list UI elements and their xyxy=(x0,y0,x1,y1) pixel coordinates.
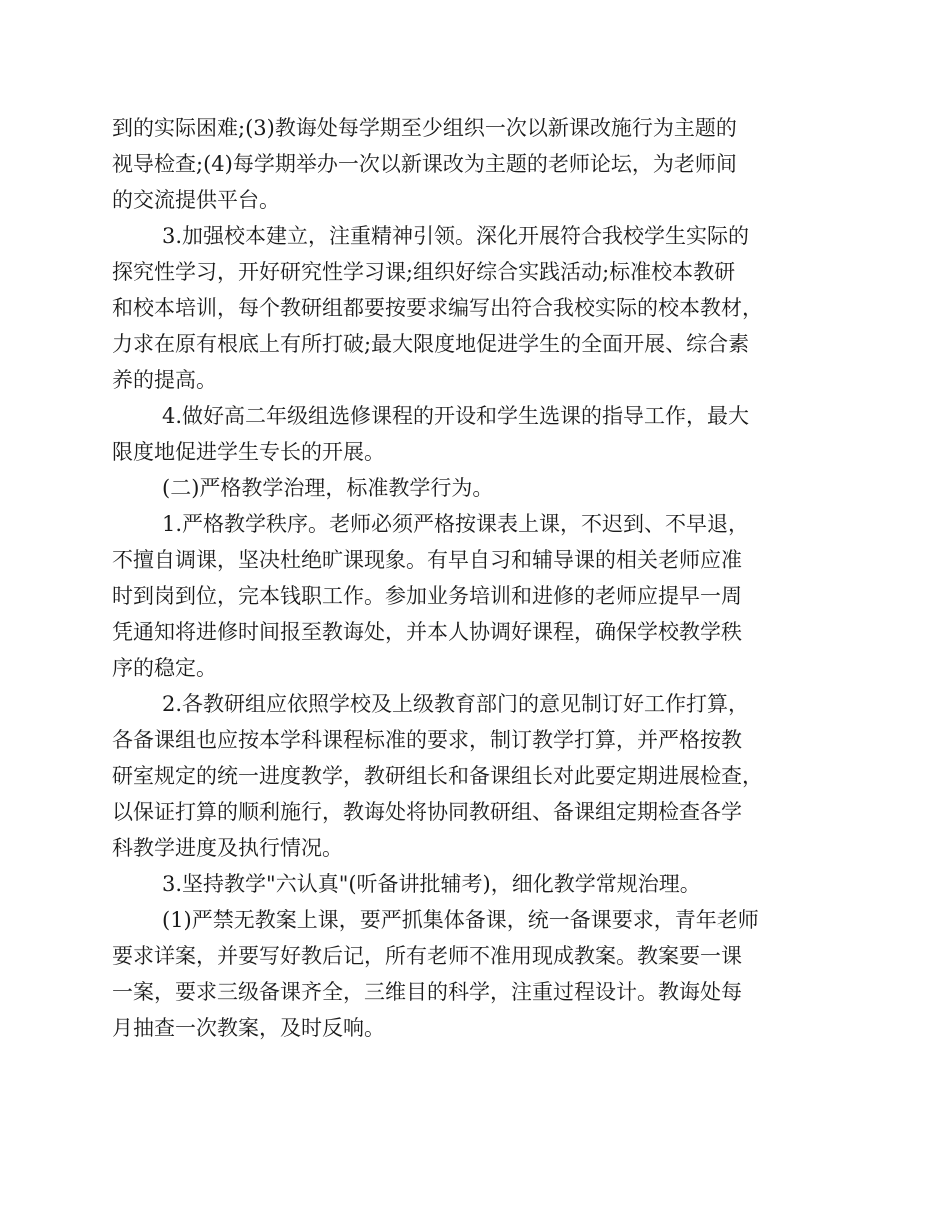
text-line: 序的稳定。 xyxy=(112,656,217,680)
text-line: 时到岗到位，完本钱职工作。参加业务培训和进修的老师应提早一周 xyxy=(112,584,742,608)
text-line: 一案，要求三级备课齐全，三维目的科学，注重过程设计。教诲处每 xyxy=(112,980,742,1004)
text-line: 到的实际困难;(3)教诲处每学期至少组织一次以新课改施行为主题的 xyxy=(112,116,737,140)
text-line: 和校本培训，每个教研组都要按要求编写出符合我校实际的校本教材， xyxy=(112,296,763,320)
text-line: 月抽查一次教案，及时反响。 xyxy=(112,1016,385,1040)
text-line: 研室规定的统一进度教学，教研组长和备课组长对此要定期进展检查， xyxy=(112,764,763,788)
text-line: 以保证打算的顺利施行，教诲处将协同教研组、备课组定期检查各学 xyxy=(112,800,742,824)
text-line: 力求在原有根底上有所打破;最大限度地促进学生的全面开展、综合素 xyxy=(112,332,750,356)
text-line: 视导检查;(4)每学期举办一次以新课改为主题的老师论坛，为老师间 xyxy=(112,152,737,176)
text-line: 的交流提供平台。 xyxy=(112,188,280,212)
text-line: 限度地促进学生专长的开展。 xyxy=(112,440,385,464)
text-line: 探究性学习，开好研究性学习课;组织好综合实践活动;标准校本教研 xyxy=(112,260,736,284)
text-line: 3.加强校本建立，注重精神引领。深化开展符合我校学生实际的 xyxy=(162,224,750,248)
section-heading: (二)严格教学治理，标准教学行为。 xyxy=(162,476,494,500)
text-line: 凭通知将进修时间报至教诲处，并本人协调好课程，确保学校教学秩 xyxy=(112,620,742,644)
text-line: 不擅自调课，坚决杜绝旷课现象。有早自习和辅导课的相关老师应准 xyxy=(112,548,742,572)
text-line: 要求详案，并要写好教后记，所有老师不准用现成教案。教案要一课 xyxy=(112,944,742,968)
body-text xyxy=(0,110,950,1110)
text-line: 养的提高。 xyxy=(112,368,217,392)
text-line: 3.坚持教学"六认真"(听备讲批辅考)，细化教学常规治理。 xyxy=(162,872,701,896)
text-line: 2.各教研组应依照学校及上级教育部门的意见制订好工作打算， xyxy=(162,692,750,716)
text-line: 科教学进度及执行情况。 xyxy=(112,836,343,860)
text-line: 4.做好高二年级组选修课程的开设和学生选课的指导工作，最大 xyxy=(162,404,750,428)
text-line: (1)严禁无教案上课，要严抓集体备课，统一备课要求，青年老师 xyxy=(162,908,759,932)
text-line: 1.严格教学秩序。老师必须严格按课表上课，不迟到、不早退， xyxy=(162,512,750,536)
text-line: 各备课组也应按本学科课程标准的要求，制订教学打算，并严格按教 xyxy=(112,728,742,752)
